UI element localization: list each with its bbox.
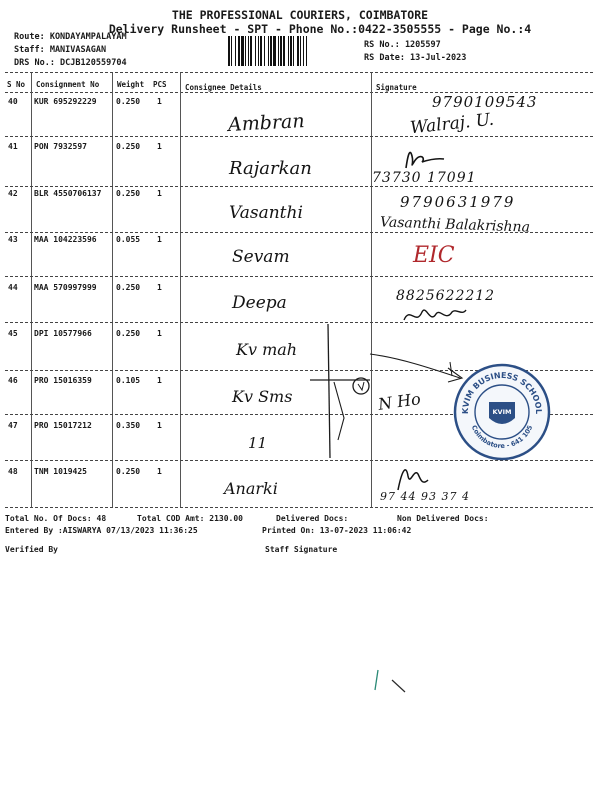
signature-phone: 8825622212	[396, 288, 496, 304]
stamp-bottom-text: Coimbatore - 641 105	[469, 424, 535, 451]
barcode-bar	[241, 36, 244, 66]
non-delivered-docs: Non Delivered Docs:	[397, 514, 489, 523]
runsheet-subtitle: Delivery Runsheet - SPT - Phone No.:0422-3505555 - Page No.:4	[108, 22, 532, 36]
row-consignment: PRO 15016359	[34, 376, 92, 385]
barcode-bar	[268, 36, 269, 66]
staff-signature-label: Staff Signature	[265, 545, 338, 554]
column-divider	[112, 73, 113, 508]
barcode-bar	[283, 36, 285, 66]
row-consignment: MAA 104223596	[34, 235, 97, 244]
signature-name: N Ho	[376, 389, 422, 414]
row-sno: 45	[8, 329, 18, 338]
barcode-bar	[270, 36, 272, 66]
drs-number: DRS No.: DCJB120559704	[14, 58, 127, 68]
col-sno: S No	[7, 80, 26, 89]
column-divider	[180, 73, 181, 508]
barcode-bar	[306, 36, 307, 66]
row-sno: 48	[8, 467, 18, 476]
row-sno: 42	[8, 189, 18, 198]
barcode-bar	[300, 36, 301, 66]
table-bottom-rule	[5, 507, 593, 508]
col-consignee: Consignee Details	[185, 83, 262, 92]
stamp-top-text: KVIM BUSINESS SCHOOL	[460, 370, 544, 415]
signature-scribble	[400, 144, 450, 172]
row-pcs: 1	[157, 283, 162, 292]
verified-by: Verified By	[5, 545, 58, 554]
consignee-handwriting: Vasanthi	[229, 203, 303, 223]
row-weight: 0.055	[116, 235, 141, 244]
barcode-bar	[288, 36, 289, 66]
row-consignment: PON 7932597	[34, 142, 87, 151]
col-weight: Weight	[117, 80, 145, 89]
handwritten-bracket-marks	[300, 318, 470, 468]
row-weight: 0.250	[116, 283, 141, 292]
signature-name: Walraj. U.	[409, 109, 495, 139]
company-title: THE PROFESSIONAL COURIERS, COIMBATORE	[171, 8, 429, 22]
row-divider	[5, 322, 593, 323]
row-pcs: 1	[157, 142, 162, 151]
row-weight: 0.250	[116, 97, 141, 106]
column-divider	[31, 73, 32, 508]
consignee-handwriting: Ambran	[227, 110, 306, 136]
row-divider	[5, 186, 593, 187]
printed-on: Printed On: 13-07-2023 11:06:42	[262, 526, 412, 535]
stamp-emblem-text: KVIM	[492, 408, 512, 416]
col-signature: Signature	[376, 83, 417, 92]
row-pcs: 1	[157, 329, 162, 338]
row-pcs: 1	[157, 235, 162, 244]
consignee-handwriting: Sevam	[232, 247, 290, 267]
row-weight: 0.105	[116, 376, 141, 385]
signature-name: Vasanthi Balakrishna	[379, 214, 531, 236]
row-divider	[5, 276, 593, 277]
entered-by: Entered By :AISWARYA 07/13/2023 11:36:25	[5, 526, 198, 535]
barcode-bar	[235, 36, 236, 66]
consignee-handwriting: Anarki	[224, 479, 278, 498]
row-sno: 46	[8, 376, 18, 385]
row-divider	[5, 232, 593, 233]
row-pcs: 1	[157, 376, 162, 385]
row-pcs: 1	[157, 467, 162, 476]
consignee-handwriting: Rajarkan	[229, 158, 312, 179]
barcode-bar	[297, 36, 299, 66]
barcode-bar	[293, 36, 294, 66]
row-consignment: DPI 10577966	[34, 329, 92, 338]
row-consignment: PRO 15017212	[34, 421, 92, 430]
barcode-bar	[228, 36, 230, 66]
barcode-bar	[238, 36, 240, 66]
row-sno: 47	[8, 421, 18, 430]
table-top-rule	[5, 72, 593, 73]
col-consignment: Consignment No	[36, 80, 100, 89]
barcode-bar	[260, 36, 262, 66]
row-pcs: 1	[157, 421, 162, 430]
barcode-bar	[303, 36, 304, 66]
consignee-handwriting: 11	[248, 434, 268, 452]
business-school-stamp	[452, 362, 552, 462]
delivered-docs: Delivered Docs:	[276, 514, 349, 523]
col-pcs: PCS	[153, 80, 167, 89]
rs-number: RS No.: 1205597	[364, 40, 441, 50]
signature-mark: EIC	[413, 243, 455, 268]
barcode-bar	[258, 36, 259, 66]
stray-pen-mark	[372, 668, 412, 698]
consignee-handwriting: Deepa	[232, 293, 287, 313]
row-consignment: BLR 4550706137	[34, 189, 102, 198]
row-pcs: 1	[157, 189, 162, 198]
barcode-bar	[248, 36, 249, 66]
signature-phone: 97 44 93 37 4	[380, 490, 470, 503]
row-weight: 0.250	[116, 189, 141, 198]
barcode-bar	[255, 36, 256, 66]
row-consignment: TNM 1019425	[34, 467, 87, 476]
signature-phone: 9790109543	[432, 93, 538, 111]
barcode-bar	[264, 36, 265, 66]
rs-date: RS Date: 13-Jul-2023	[364, 53, 467, 63]
barcode	[228, 36, 356, 66]
row-sno: 40	[8, 97, 18, 106]
row-pcs: 1	[157, 97, 162, 106]
total-cod: Total COD Amt: 2130.00	[137, 514, 243, 523]
row-consignment: MAA 570997999	[34, 283, 97, 292]
consignee-handwriting: Kv mah	[236, 340, 298, 359]
row-sno: 41	[8, 142, 18, 151]
row-weight: 0.250	[116, 142, 141, 151]
barcode-bar	[280, 36, 282, 66]
barcode-bar	[273, 36, 276, 66]
barcode-bar	[250, 36, 252, 66]
row-weight: 0.350	[116, 421, 141, 430]
barcode-bar	[278, 36, 279, 66]
signature-phone: 9790631979	[400, 193, 516, 211]
consignee-handwriting: Kv Sms	[232, 387, 293, 406]
barcode-bar	[290, 36, 292, 66]
row-sno: 43	[8, 235, 18, 244]
row-weight: 0.250	[116, 467, 141, 476]
barcode-bar	[231, 36, 232, 66]
barcode-bar	[245, 36, 246, 66]
row-divider	[5, 136, 593, 137]
signature-phone: 73730 17091	[372, 170, 477, 186]
route-label: Route: KONDAYAMPALAYAM	[14, 32, 127, 42]
staff-label: Staff: MANIVASAGAN	[14, 45, 107, 55]
row-sno: 44	[8, 283, 18, 292]
row-weight: 0.250	[116, 329, 141, 338]
row-consignment: KUR 695292229	[34, 97, 97, 106]
total-docs: Total No. Of Docs: 48	[5, 514, 107, 523]
